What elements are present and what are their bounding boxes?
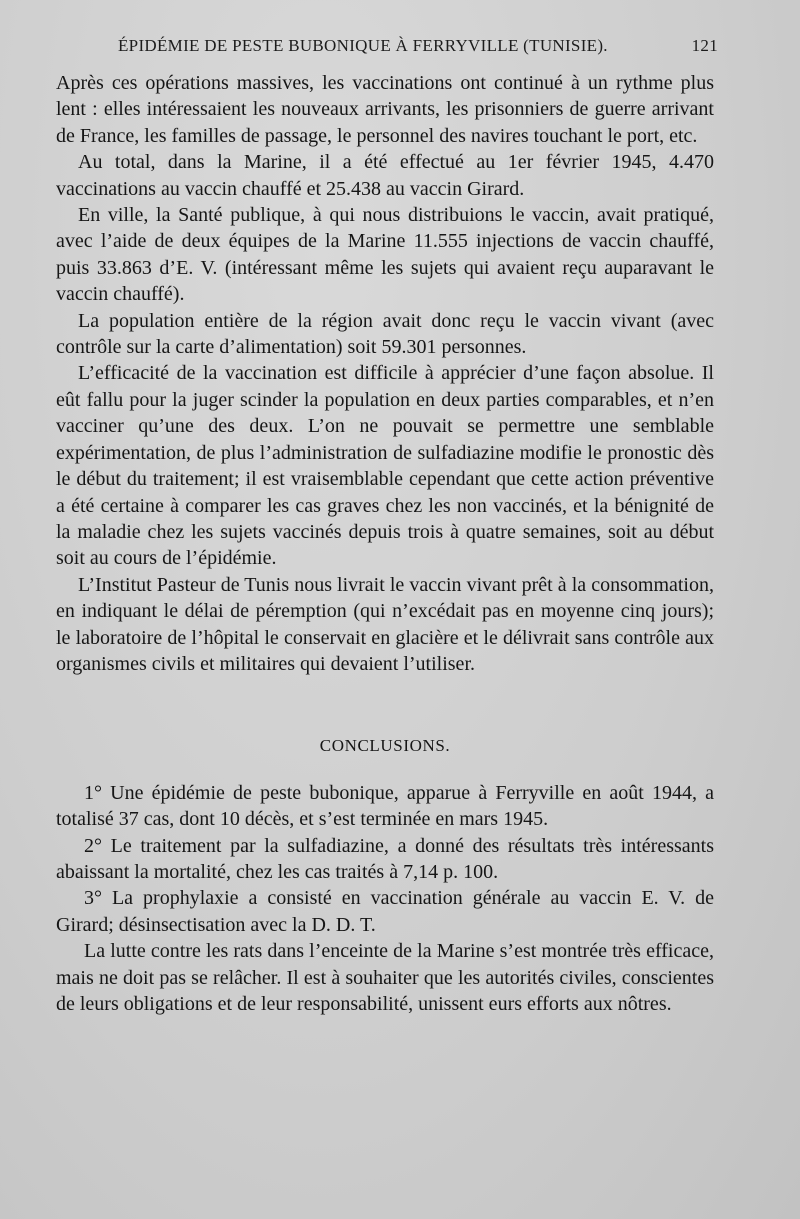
page-body	[56, 70, 714, 1017]
conclusion-item: La lutte contre les rats dans l’enceinte de la Marine s’est montrée très efficace, mais ne doit pas se relâcher. Il est à souhaiter que les autorités civiles, conscientes de leurs obligations et de leur responsabilité, unissent eurs efforts aux nôtres.	[56, 940, 714, 1015]
page-number: 121	[691, 36, 718, 55]
running-header	[118, 36, 718, 56]
running-title: ÉPIDÉMIE DE PESTE BUBONIQUE À FERRYVILLE (TUNISIE).	[118, 36, 608, 55]
section-heading: CONCLUSIONS.	[319, 736, 451, 756]
paragraph: Au total, dans la Marine, il a été effectué au 1er février 1945, 4.470 vaccinations au vaccin chauffé et 25.438 au vaccin Girard.	[56, 151, 714, 200]
paragraph: L’Institut Pasteur de Tunis nous livrait le vaccin vivant prêt à la consommation, en indiquant le délai de péremption (qui n’excédait pas en moyenne cinq jours); le laboratoire de l’hôpital le conservait en glacière et le délivrait sans contrôle aux organismes civils et militaires qui devaient l’utiliser.	[56, 573, 714, 675]
conclusion-item: 2° Le traitement par la sulfadiazine, a donné des résultats très intéressants abaissant la mortalité, chez les cas traités à 7,14 p. 100.	[56, 834, 714, 883]
conclusion-item: 3° La prophylaxie a consisté en vaccination générale au vaccin E. V. de Girard; désinsectisation avec la D. D. T.	[56, 887, 714, 936]
conclusions-list	[56, 780, 714, 1018]
paragraph: La population entière de la région avait donc reçu le vaccin vivant (avec contrôle sur la carte d’alimentation) soit 59.301 personnes.	[56, 309, 714, 359]
paragraph-continuation: Après ces opérations massives, les vaccinations ont continué à un rythme plus lent : elles intéressaient les nouveaux arrivants, les prisonniers de guerre arrivant de France, les familles de passage, le personnel des navires touchant le port, etc.	[56, 72, 714, 147]
conclusion-item: 1° Une épidémie de peste bubonique, apparue à Ferryville en août 1944, a totalisé 37 cas, dont 10 décès, et s’est terminée en mars 1945.	[56, 781, 714, 831]
paragraph: En ville, la Santé publique, à qui nous distribuions le vaccin, avait pratiqué, avec l’aide de deux équipes de la Marine 11.555 injections de vaccin chauffé, puis 33.863 d’E. V. (intéressant même les sujets qui avaient reçu auparavant le vaccin chauffé).	[56, 204, 714, 306]
paragraph: L’efficacité de la vaccination est difficile à apprécier d’une façon absolue. Il eût fallu pour la juger scinder la population en deux parties comparables, et n’en vacciner qu’une des deux. L’on ne pouvait se permettre une semblable expérimentation, de plus l’administration de sulfadiazine modifie le pronostic dès le début du traitement; il est vraisemblable cependant que cette action préventive a été certaine à comparer les cas graves chez les non vaccinés, et la bénignité de la maladie chez les sujets vaccinés depuis trois à quatre semaines, soit au début soit au cours de l’épidémie.	[56, 362, 714, 570]
